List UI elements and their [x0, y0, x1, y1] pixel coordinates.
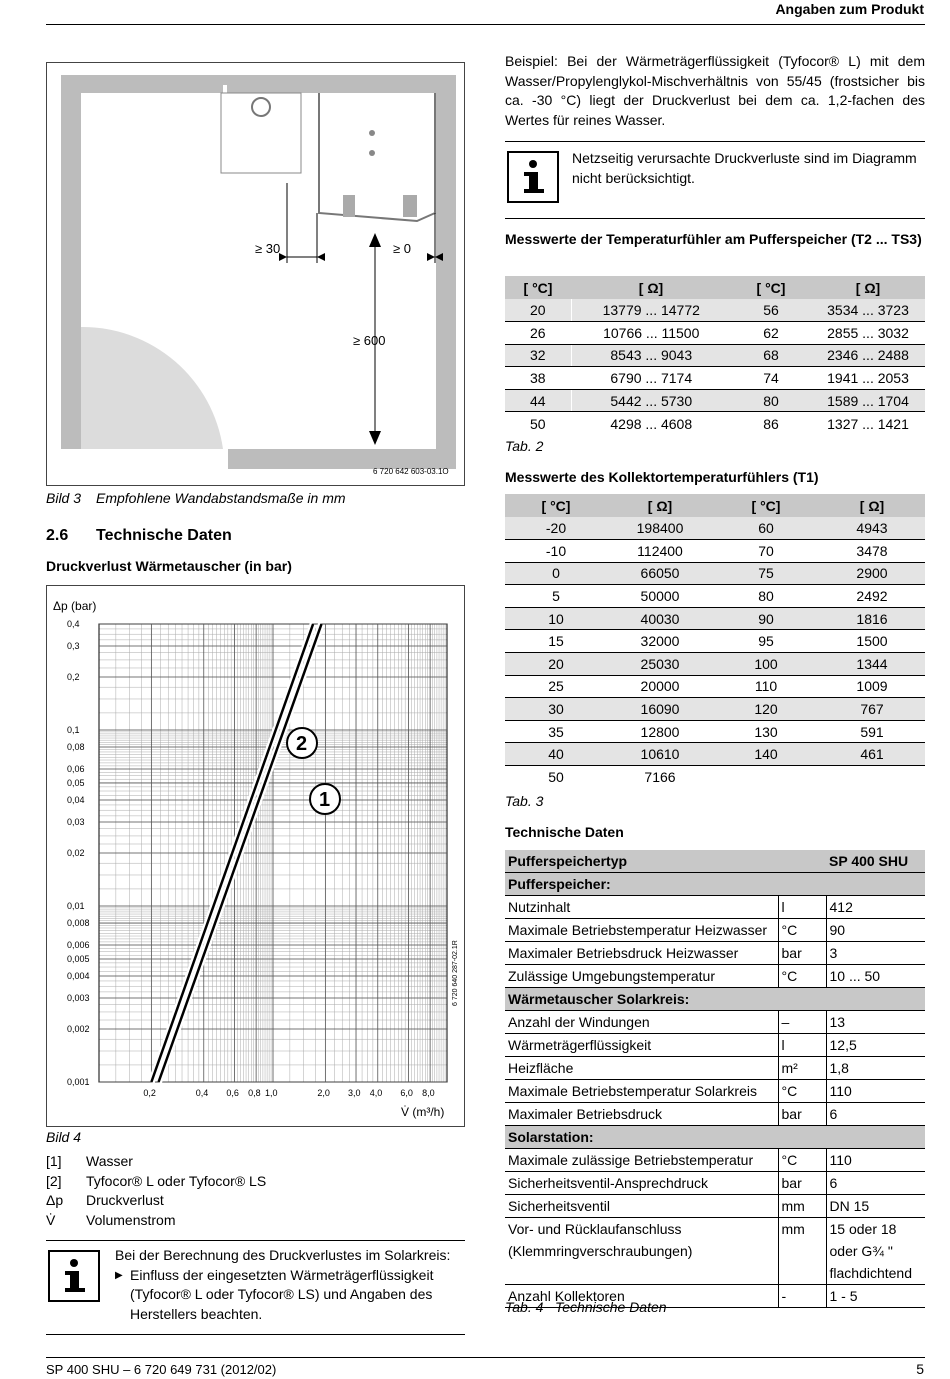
table-3-caption: Tab. 3 — [505, 793, 544, 809]
column-header: [ Ω] — [811, 276, 925, 299]
page-number: 5 — [916, 1361, 924, 1377]
param-name: Maximale Betriebstemperatur Heizwasser — [505, 919, 778, 942]
table-2-title: Messwerte der Temperaturfühler am Pufferspeicher (T2 ... TS3) — [505, 231, 922, 247]
param-name: Maximale zulässige Betriebstemperatur — [505, 1149, 778, 1172]
dim-left-label: ≥ 30 — [255, 241, 281, 256]
param-unit: °C — [778, 1149, 826, 1172]
table-cell: 40030 — [607, 607, 713, 630]
table-4-row — [505, 1103, 925, 1126]
param-name: Sicherheitsventil-Ansprechdruck — [505, 1172, 778, 1195]
table-4-section — [505, 1126, 925, 1149]
table-cell: 44 — [505, 389, 571, 412]
table-cell: 86 — [763, 415, 779, 432]
example-paragraph: Beispiel: Bei der Wärmeträgerflüssigkeit (Tyfocor® L) mit dem Wasser/Propylenglykol-Mischverhältnis von 55/45 (frostsicher bis ca. -30 °C) liegt der Druckverlust bei dem ca. 1,2-fachen des Wertes für reines Wasser. — [505, 53, 925, 128]
x-tick-label: 2,0 — [317, 1088, 330, 1098]
table-2-row — [505, 367, 925, 390]
table-cell: 1816 — [819, 607, 925, 630]
table-cell: 140 — [713, 743, 819, 766]
table-cell: 591 — [819, 720, 925, 743]
info2-text: Netzseitig verursachte Druckverluste sind im Diagramm nicht berücksichtigt. — [572, 150, 917, 186]
param-value: 412 — [826, 896, 925, 919]
table-4-row — [505, 1057, 925, 1080]
figure-3-wall-distances — [46, 62, 465, 486]
param-value: 13 — [826, 1011, 925, 1034]
table-cell: 50 — [548, 769, 564, 786]
table-cell: 2855 ... 3032 — [811, 322, 925, 345]
param-value: 3 — [826, 942, 925, 965]
param-unit: – — [778, 1011, 826, 1034]
chart-code: 6 720 640 287-02.1R — [452, 940, 459, 1006]
table-3-row — [505, 585, 925, 608]
table-4-caption-num: Tab. 4 — [505, 1299, 544, 1315]
param-unit: °C — [778, 965, 826, 988]
table-cell: 100 — [713, 653, 819, 676]
table-cell: 2346 ... 2488 — [811, 344, 925, 367]
section-number: 2.6 — [46, 527, 69, 544]
figure-3-caption: Empfohlene Wandabstandsmaße in mm — [96, 490, 346, 506]
param-unit: °C — [778, 1080, 826, 1103]
param-name: Maximaler Betriebsdruck — [505, 1103, 778, 1126]
table-3-row — [505, 607, 925, 630]
table-2-caption: Tab. 2 — [505, 438, 544, 454]
info-bullet: Einfluss der eingesetzten Wärmeträgerflüssigkeit (Tyfocor® L oder Tyfocor® LS) und Angaben des Herstellers beachten. — [130, 1266, 434, 1322]
table-cell — [713, 766, 819, 789]
param-unit: °C — [778, 919, 826, 942]
table-cell: 50000 — [607, 585, 713, 608]
table-4-caption: Technische Daten — [555, 1299, 667, 1315]
table-3-row — [505, 540, 925, 563]
table-cell: 3478 — [819, 540, 925, 563]
x-tick-label: 3,0 — [348, 1088, 361, 1098]
table-cell — [819, 766, 925, 789]
y-tick-label: 0,2 — [67, 671, 80, 682]
param-name: Anzahl der Windungen — [505, 1011, 778, 1034]
section-label: Wärmetauscher Solarkreis: — [505, 988, 925, 1011]
y-tick-label: 0,004 — [67, 971, 90, 982]
table-cell: 110 — [713, 675, 819, 698]
section-label: Solarstation: — [505, 1126, 925, 1149]
table-cell: 35 — [505, 720, 607, 743]
table-4 — [505, 850, 925, 1308]
y-tick-label: 0,002 — [67, 1024, 90, 1035]
column-header: [ °C] — [505, 494, 607, 517]
table-2-row — [505, 389, 925, 412]
table-2-row — [505, 412, 925, 435]
table-cell: 112400 — [607, 540, 713, 563]
y-tick-label: 0,04 — [67, 795, 85, 806]
info-line: Bei der Berechnung des Druckverlustes im Solarkreis: — [115, 1247, 451, 1263]
table-cell: 8543 ... 9043 — [571, 344, 731, 367]
table-4-row — [505, 896, 925, 919]
pressure-loss-chart — [46, 585, 465, 1127]
table-cell: 20000 — [607, 675, 713, 698]
param-value: 110 — [826, 1080, 925, 1103]
t4-col3: SP 400 SHU — [826, 850, 925, 873]
param-value: 6 — [826, 1172, 925, 1195]
table-cell: 50 — [505, 412, 571, 435]
table-cell: 25 — [505, 675, 607, 698]
table-cell: 6790 ... 7174 — [571, 367, 731, 390]
y-tick-label: 0,001 — [67, 1077, 90, 1087]
table-cell: 30 — [505, 698, 607, 721]
table-cell: 767 — [819, 698, 925, 721]
info2-rule-bottom — [505, 218, 925, 219]
legend-key: [2] — [46, 1172, 62, 1189]
param-name: Zulässige Umgebungstemperatur — [505, 965, 778, 988]
footer-doc: SP 400 SHU – 6 720 649 731 (2012/02) — [46, 1362, 277, 1377]
table-cell: 3534 ... 3723 — [811, 299, 925, 322]
info-icon-2 — [507, 151, 559, 203]
y-tick-label: 0,08 — [67, 742, 85, 753]
dim-depth-label: ≥ 600 — [353, 333, 386, 348]
table-2-row — [505, 299, 925, 322]
table-4-row — [505, 1011, 925, 1034]
column-header: [ °C] — [505, 276, 571, 299]
table-cell: 80 — [713, 585, 819, 608]
param-value: DN 15 — [826, 1195, 925, 1218]
table-cell: 56 — [731, 299, 811, 322]
y-tick-label: 0,3 — [67, 640, 80, 651]
y-tick-label: 0,05 — [67, 777, 85, 788]
y-tick-label: 0,1 — [67, 724, 80, 735]
table-cell: 198400 — [607, 517, 713, 540]
table-cell: 1344 — [819, 653, 925, 676]
param-value: 1,8 — [826, 1057, 925, 1080]
table-4-row — [505, 1218, 925, 1285]
table-cell: 461 — [819, 743, 925, 766]
y-tick-label: 0,003 — [67, 993, 90, 1004]
table-cell: -10 — [505, 540, 607, 563]
table-cell: 13779 ... 14772 — [571, 299, 731, 322]
y-tick-label: 0,01 — [67, 900, 85, 911]
table-3-title: Messwerte des Kollektortemperaturfühlers (T1) — [505, 469, 819, 485]
param-name: Vor- und Rücklaufanschluss (Klemmringverschraubungen) — [505, 1218, 778, 1285]
table-cell: 120 — [713, 698, 819, 721]
table-cell: 32000 — [607, 630, 713, 653]
legend-text: Druckverlust — [86, 1192, 164, 1208]
param-value: 10 ... 50 — [826, 965, 925, 988]
table-4-section — [505, 988, 925, 1011]
param-unit: mm — [778, 1195, 826, 1218]
y-axis-label: Δp (bar) — [53, 599, 97, 613]
param-unit: bar — [778, 942, 826, 965]
param-unit: - — [778, 1285, 826, 1308]
table-2-row — [505, 322, 925, 345]
table-cell: 4298 ... 4608 — [610, 415, 693, 432]
table-cell: 1500 — [819, 630, 925, 653]
table-3-row — [505, 766, 925, 789]
y-tick-label: 0,06 — [67, 764, 85, 775]
column-header: [ Ω] — [607, 494, 713, 517]
table-cell: 0 — [505, 562, 607, 585]
legend-key: V̇ — [46, 1211, 56, 1228]
legend-key: [1] — [46, 1153, 62, 1169]
legend-text: Volumenstrom — [86, 1211, 176, 1228]
table-cell: -20 — [505, 517, 607, 540]
table-4-row — [505, 965, 925, 988]
y-tick-label: 0,008 — [67, 918, 90, 929]
table-cell: 80 — [731, 389, 811, 412]
footer-rule — [46, 1357, 925, 1358]
table-cell: 5442 ... 5730 — [571, 389, 731, 412]
figure-3-caption-num: Bild 3 — [46, 490, 82, 506]
legend-text: Wasser — [86, 1153, 133, 1169]
x-tick-label: 8,0 — [422, 1088, 435, 1098]
table-cell: 70 — [713, 540, 819, 563]
param-unit: l — [778, 896, 826, 919]
x-tick-label: 4,0 — [369, 1088, 383, 1098]
table-cell: 1589 ... 1704 — [811, 389, 925, 412]
section-title: Technische Daten — [96, 527, 232, 544]
info-rule-top — [46, 1240, 465, 1241]
table-cell: 25030 — [607, 653, 713, 676]
table-4-row — [505, 1034, 925, 1057]
param-unit: l — [778, 1034, 826, 1057]
t4-col1: Pufferspeichertyp — [505, 850, 778, 873]
param-unit: m² — [778, 1057, 826, 1080]
table-cell: 68 — [731, 344, 811, 367]
table-4-row — [505, 1195, 925, 1218]
table-cell: 2900 — [819, 562, 925, 585]
param-value: 6 — [826, 1103, 925, 1126]
table-cell: 15 — [505, 630, 607, 653]
column-header: [ °C] — [713, 494, 819, 517]
figure-code: 6 720 642 603-03.1O — [373, 467, 449, 476]
table-3-row — [505, 630, 925, 653]
param-name: Sicherheitsventil — [505, 1195, 778, 1218]
table-cell: 75 — [713, 562, 819, 585]
table-cell: 10 — [505, 607, 607, 630]
table-cell: 20 — [505, 299, 571, 322]
table-cell: 10766 ... 11500 — [571, 322, 731, 345]
table-2-row — [505, 344, 925, 367]
x-tick-label: 0,4 — [195, 1088, 209, 1098]
param-value: 1 - 5 — [826, 1285, 925, 1308]
table-cell: 130 — [713, 720, 819, 743]
table-3-row — [505, 653, 925, 676]
table-cell: 1327 ... 1421 — [827, 415, 909, 432]
param-value: 90 — [826, 919, 925, 942]
dim-right-label: ≥ 0 — [393, 241, 411, 256]
param-unit: bar — [778, 1172, 826, 1195]
column-header: [ °C] — [731, 276, 811, 299]
section-subtitle: Druckverlust Wärmetauscher (in bar) — [46, 558, 292, 574]
info-icon — [48, 1250, 100, 1302]
table-cell: 95 — [713, 630, 819, 653]
table-cell: 7166 — [644, 769, 676, 786]
y-tick-label: 0,005 — [67, 953, 90, 964]
param-value: 15 oder 18 oder G¾ " flachdichtend — [826, 1218, 925, 1285]
table-cell: 1009 — [819, 675, 925, 698]
table-cell: 60 — [713, 517, 819, 540]
x-axis-label: V̇ (m³/h) — [401, 1105, 445, 1119]
info-text: Bei der Berechnung des Druckverlustes im Solarkreis: ▶ Einfluss der eingesetzten Wärmeträgerflüssigkeit (Tyfocor® L oder Tyfocor® LS) und Angaben des Herstellers beachten. — [115, 1246, 460, 1324]
legend-text: Tyfocor® L oder Tyfocor® LS — [86, 1172, 267, 1189]
y-tick-label: 0,02 — [67, 848, 85, 858]
param-name: Wärmeträgerflüssigkeit — [505, 1034, 778, 1057]
table-cell: 32 — [505, 344, 571, 367]
table-cell: 20 — [505, 653, 607, 676]
param-name: Anzahl Kollektoren — [505, 1285, 778, 1308]
param-unit: mm — [778, 1218, 826, 1285]
y-tick-label: 0,4 — [67, 619, 80, 629]
x-tick-label: 0,2 — [143, 1088, 156, 1098]
param-name: Heizfläche — [505, 1057, 778, 1080]
column-header: [ Ω] — [571, 276, 731, 299]
param-value: 110 — [826, 1149, 925, 1172]
table-4-heading: Technische Daten — [505, 824, 624, 840]
table-3-row — [505, 675, 925, 698]
x-tick-label: 6,0 — [400, 1088, 413, 1098]
table-4-row — [505, 942, 925, 965]
series-marker-label: 1 — [319, 789, 331, 811]
column-header: [ Ω] — [819, 494, 925, 517]
table-cell: 38 — [505, 367, 571, 390]
info-rule-bottom — [46, 1334, 465, 1335]
series-marker-label: 2 — [296, 733, 308, 755]
table-cell: 10610 — [607, 743, 713, 766]
x-tick-label: 1,0 — [265, 1088, 278, 1098]
param-name: Nutzinhalt — [505, 896, 778, 919]
legend-key: Δp — [46, 1192, 64, 1208]
header-rule — [46, 24, 925, 25]
table-3-row — [505, 698, 925, 721]
info2-rule-top — [505, 141, 925, 142]
table-cell: 62 — [731, 322, 811, 345]
param-name: Maximaler Betriebsdruck Heizwasser — [505, 942, 778, 965]
table-cell: 40 — [505, 743, 607, 766]
table-4-row — [505, 1080, 925, 1103]
x-tick-label: 0,6 — [226, 1088, 239, 1098]
table-cell: 4943 — [819, 517, 925, 540]
table-cell: 90 — [713, 607, 819, 630]
table-3-row — [505, 743, 925, 766]
table-4-row — [505, 919, 925, 942]
running-header: Angaben zum Produkt — [775, 1, 924, 17]
table-4-row — [505, 1172, 925, 1195]
table-cell: 74 — [731, 367, 811, 390]
y-tick-label: 0,006 — [67, 940, 90, 951]
figure-4-caption-num: Bild 4 — [46, 1129, 82, 1145]
table-cell: 26 — [505, 322, 571, 345]
param-unit: bar — [778, 1103, 826, 1126]
table-3-row — [505, 562, 925, 585]
y-tick-label: 0,03 — [67, 817, 85, 828]
section-label: Pufferspeicher: — [505, 873, 925, 896]
param-value: 12,5 — [826, 1034, 925, 1057]
param-name: Maximale Betriebstemperatur Solarkreis — [505, 1080, 778, 1103]
table-3-row — [505, 517, 925, 540]
table-cell: 66050 — [607, 562, 713, 585]
table-cell: 16090 — [607, 698, 713, 721]
table-2 — [505, 276, 925, 435]
table-cell: 1941 ... 2053 — [811, 367, 925, 390]
table-4-row — [505, 1149, 925, 1172]
x-tick-label: 0,8 — [248, 1088, 261, 1098]
table-4-section — [505, 873, 925, 896]
table-cell: 12800 — [607, 720, 713, 743]
table-3 — [505, 494, 925, 788]
table-cell: 5 — [505, 585, 607, 608]
table-3-row — [505, 720, 925, 743]
table-cell: 2492 — [819, 585, 925, 608]
